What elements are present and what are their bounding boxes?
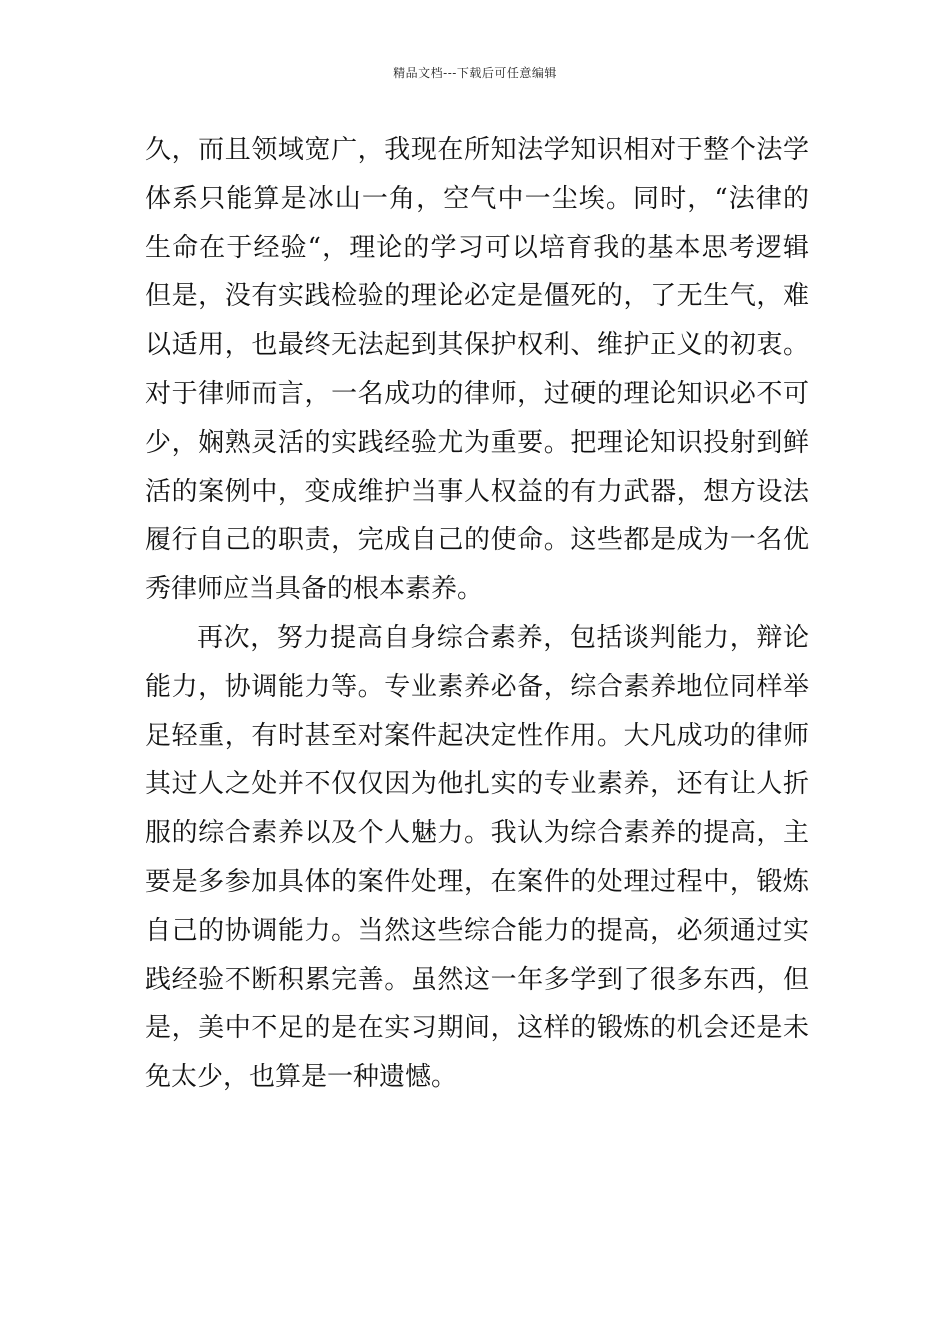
paragraph-line: 能力，协调能力等。专业素养必备，综合素养地位同样举	[145, 671, 809, 702]
paragraph-line: 活的案例中，变成维护当事人权益的有力武器，想方设法	[145, 476, 809, 507]
page-header: 精品文档---下载后可任意编辑	[393, 66, 557, 80]
document-body	[145, 126, 809, 1102]
paragraph-line: 践经验不断积累完善。虽然这一年多学到了很多东西，但	[145, 964, 809, 995]
paragraph-line: 少，娴熟灵活的实践经验尤为重要。把理论知识投射到鲜	[145, 427, 809, 458]
paragraph-line: 生命在于经验“，理论的学习可以培育我的基本思考逻辑	[145, 232, 809, 263]
paragraph-line: 对于律师而言，一名成功的律师，过硬的理论知识必不可	[145, 378, 809, 409]
paragraph-line: 但是，没有实践检验的理论必定是僵死的，了无生气，难	[145, 281, 809, 312]
paragraph-line: 免太少，也算是一种遗憾。	[145, 1062, 458, 1093]
paragraph-line: 其过人之处并不仅仅因为他扎实的专业素养，还有让人折	[145, 769, 809, 800]
paragraph-line: 是，美中不足的是在实习期间，这样的锻炼的机会还是未	[145, 1013, 809, 1044]
paragraph-line: 久，而且领域宽广，我现在所知法学知识相对于整个法学	[145, 135, 809, 165]
paragraph-line: 足轻重，有时甚至对案件起决定性作用。大凡成功的律师	[145, 720, 809, 751]
paragraph-line: 以适用，也最终无法起到其保护权利、维护正义的初衷。	[145, 330, 809, 361]
paragraph-line: 履行自己的职责，完成自己的使命。这些都是成为一名优	[145, 525, 809, 556]
paragraph-line: 体系只能算是冰山一角，空气中一尘埃。同时，“法律的	[145, 183, 809, 214]
paragraph-line: 再次，努力提高自身综合素养，包括谈判能力，辩论	[197, 622, 809, 653]
paragraph-line: 自己的协调能力。当然这些综合能力的提高，必须通过实	[145, 915, 809, 946]
paragraph-line: 要是多参加具体的案件处理，在案件的处理过程中，锻炼	[145, 866, 809, 897]
paragraph-line: 服的综合素养以及个人魅力。我认为综合素养的提高，主	[145, 818, 809, 849]
paragraph-line: 秀律师应当具备的根本素养。	[145, 574, 484, 605]
